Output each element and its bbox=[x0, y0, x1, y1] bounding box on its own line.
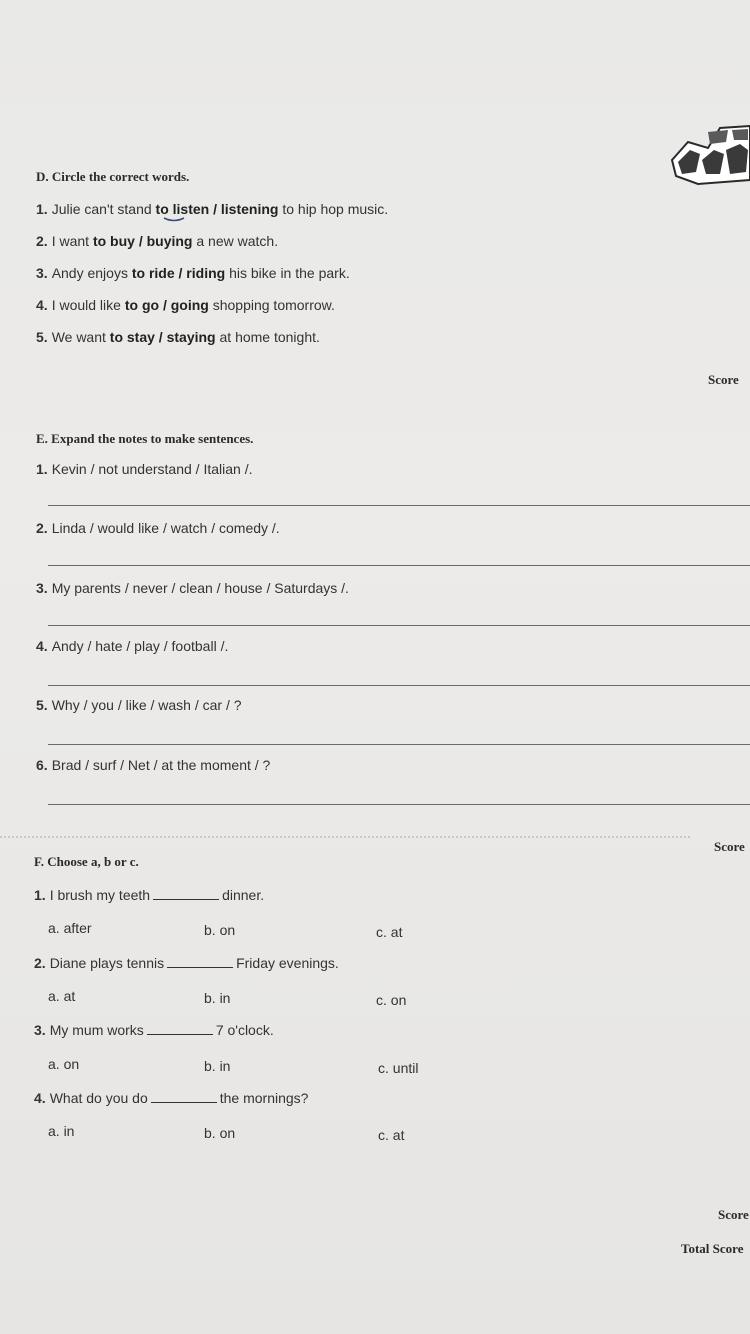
f-item-3-number: 3. bbox=[34, 1022, 46, 1038]
pen-underline-mark bbox=[163, 216, 185, 222]
e-item-2-number: 2. bbox=[36, 520, 48, 536]
f-item-4-option-b[interactable]: b. on bbox=[204, 1125, 236, 1141]
d-item-3-pre: Andy enjoys bbox=[51, 265, 132, 281]
d-item-4-choice[interactable]: to go / going bbox=[124, 297, 209, 313]
f-item-3-option-c[interactable]: c. until bbox=[378, 1060, 419, 1076]
d-item-1-post: to hip hop music. bbox=[278, 201, 389, 217]
f-item-3-blank[interactable] bbox=[147, 1033, 213, 1035]
d-item-2-post: a new watch. bbox=[192, 233, 279, 249]
f-item-4-pre: What do you do bbox=[49, 1090, 148, 1106]
f-item-2-pre: Diane plays tennis bbox=[49, 955, 165, 971]
d-item-4-post: shopping tomorrow. bbox=[208, 297, 335, 313]
e-item-1 bbox=[36, 461, 252, 477]
section-f-heading: F. Choose a, b or c. bbox=[34, 854, 139, 869]
e-item-3-answer-line[interactable] bbox=[48, 625, 750, 626]
d-item-3-choice[interactable]: to ride / riding bbox=[131, 265, 226, 281]
e-item-1-text: Kevin / not understand / Italian /. bbox=[51, 461, 253, 477]
total-score: Total Score bbox=[681, 1241, 744, 1256]
d-item-2-number: 2. bbox=[36, 233, 48, 249]
e-item-6-answer-line[interactable] bbox=[48, 804, 750, 805]
d-item-1-pre: Julie can't stand bbox=[51, 201, 156, 217]
f-item-1-number: 1. bbox=[34, 887, 46, 903]
d-item-5-post: at home tonight. bbox=[215, 329, 320, 345]
full-blast-logo-icon bbox=[668, 120, 750, 186]
e-item-4-text: Andy / hate / play / football /. bbox=[51, 638, 229, 654]
d-item-4 bbox=[36, 297, 335, 313]
f-item-1-option-c[interactable]: c. at bbox=[376, 924, 403, 940]
f-item-1-pre: I brush my teeth bbox=[49, 887, 151, 903]
f-item-1-blank[interactable] bbox=[153, 898, 219, 900]
f-item-3-post: 7 o'clock. bbox=[215, 1022, 274, 1038]
f-item-3-option-a[interactable]: a. on bbox=[48, 1056, 80, 1072]
f-item-3 bbox=[34, 1022, 274, 1038]
e-item-5-answer-line[interactable] bbox=[48, 744, 750, 745]
d-item-1 bbox=[36, 201, 388, 217]
e-item-4 bbox=[36, 638, 228, 654]
f-item-2-number: 2. bbox=[34, 955, 46, 971]
d-item-3 bbox=[36, 265, 350, 281]
f-item-1-option-b[interactable]: b. on bbox=[204, 922, 236, 938]
d-item-5-pre: We want bbox=[51, 329, 110, 345]
d-item-1-choice[interactable]: to listen / listening bbox=[155, 201, 279, 217]
e-item-4-answer-line[interactable] bbox=[48, 685, 750, 686]
e-item-5-text: Why / you / like / wash / car / ? bbox=[51, 697, 242, 713]
e-item-5-number: 5. bbox=[36, 697, 48, 713]
f-item-2-option-a[interactable]: a. at bbox=[48, 988, 76, 1004]
section-d-heading: D. Circle the correct words. bbox=[36, 169, 190, 184]
d-item-3-post: his bike in the park. bbox=[225, 265, 350, 281]
e-item-6-text: Brad / surf / Net / at the moment / ? bbox=[51, 757, 271, 773]
d-item-3-number: 3. bbox=[36, 265, 48, 281]
e-item-5 bbox=[36, 697, 242, 713]
f-item-2-post: Friday evenings. bbox=[236, 955, 339, 971]
section-d-score: Score bbox=[708, 372, 739, 387]
e-item-4-number: 4. bbox=[36, 638, 48, 654]
e-item-1-number: 1. bbox=[36, 461, 48, 477]
d-item-4-number: 4. bbox=[36, 297, 48, 313]
e-item-2 bbox=[36, 520, 280, 536]
d-item-2-choice[interactable]: to buy / buying bbox=[92, 233, 193, 249]
e-item-3-number: 3. bbox=[36, 580, 48, 596]
f-item-3-option-b[interactable]: b. in bbox=[204, 1058, 231, 1074]
e-item-2-text: Linda / would like / watch / comedy /. bbox=[51, 520, 280, 536]
d-item-5-choice[interactable]: to stay / staying bbox=[109, 329, 216, 345]
section-divider bbox=[0, 836, 690, 838]
f-item-4-option-c[interactable]: c. at bbox=[378, 1127, 405, 1143]
e-item-3 bbox=[36, 580, 349, 596]
section-e-score: Score bbox=[714, 839, 745, 854]
e-item-6 bbox=[36, 757, 270, 773]
d-item-5-number: 5. bbox=[36, 329, 48, 345]
d-item-4-pre: I would like bbox=[51, 297, 125, 313]
e-item-3-text: My parents / never / clean / house / Saturdays /. bbox=[51, 580, 349, 596]
e-item-6-number: 6. bbox=[36, 757, 48, 773]
f-item-2-blank[interactable] bbox=[167, 966, 233, 968]
e-item-1-answer-line[interactable] bbox=[48, 505, 750, 506]
f-item-3-pre: My mum works bbox=[49, 1022, 144, 1038]
f-item-2 bbox=[34, 955, 339, 971]
d-item-1-number: 1. bbox=[36, 201, 48, 217]
f-item-4-number: 4. bbox=[34, 1090, 46, 1106]
d-item-2-pre: I want bbox=[51, 233, 93, 249]
d-item-2 bbox=[36, 233, 278, 249]
f-item-4-blank[interactable] bbox=[151, 1101, 217, 1103]
f-item-1-post: dinner. bbox=[222, 887, 265, 903]
f-item-1-option-a[interactable]: a. after bbox=[48, 920, 92, 936]
f-item-2-option-b[interactable]: b. in bbox=[204, 990, 231, 1006]
f-item-2-option-c[interactable]: c. on bbox=[376, 992, 407, 1008]
d-item-5 bbox=[36, 329, 320, 345]
f-item-4 bbox=[34, 1090, 308, 1106]
f-item-1 bbox=[34, 887, 264, 903]
f-item-4-post: the mornings? bbox=[219, 1090, 309, 1106]
f-item-4-option-a[interactable]: a. in bbox=[48, 1123, 75, 1139]
section-f-score: Score bbox=[718, 1207, 749, 1222]
e-item-2-answer-line[interactable] bbox=[48, 565, 750, 566]
section-e-heading: E. Expand the notes to make sentences. bbox=[36, 431, 254, 446]
